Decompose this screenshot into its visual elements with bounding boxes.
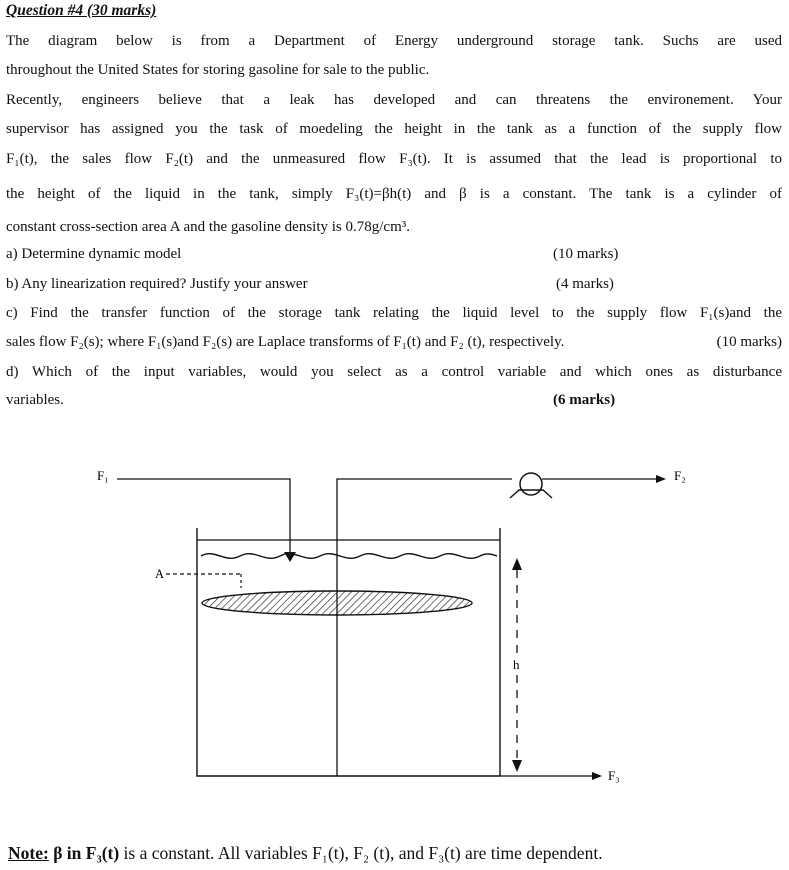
f2-arrow	[656, 475, 666, 483]
text-line: F₁(t), the sales flow F₂(t) and the unmeasured flow F₃(t). It is assumed that the lead is proportional to	[6, 151, 782, 167]
part-d-line1: d) Which of the input variables, would you select as a control variable and which ones as disturbance	[6, 364, 782, 380]
outlet-pipe	[337, 479, 512, 776]
liquid-surface	[201, 554, 497, 559]
part-b-marks: (4 marks)	[556, 276, 614, 292]
part-b-text: b) Any linearization required? Justify your answer	[6, 276, 308, 292]
part-d-marks: (6 marks)	[553, 392, 616, 408]
label-f3: F₃	[608, 768, 620, 783]
question-title: Question #4 (30 marks)	[6, 2, 157, 19]
label-a: A	[155, 567, 165, 581]
part-a-marks: (10 marks)	[553, 246, 619, 262]
part-c-line1: c) Find the transfer function of the storage tank relating the liquid level to the supply flow F₁(s)and the	[6, 305, 782, 321]
label-f1: F₁	[97, 468, 109, 483]
tank-diagram	[0, 448, 789, 838]
label-f2: F₂	[674, 468, 686, 483]
text-line: The diagram below is from a Department of Energy underground storage tank. Suchs are used	[6, 33, 782, 49]
h-arrow-down	[512, 760, 522, 772]
h-arrow-up	[512, 558, 522, 570]
part-c-marks: (10 marks)	[716, 334, 782, 350]
text-line: Recently, engineers believe that a leak has developed and can threatens the environement. Your	[6, 92, 782, 108]
part-c-line2-row	[6, 334, 782, 351]
part-c-line2: sales flow F₂(s); where F₁(s)and F₂(s) are Laplace transforms of F₁(t) and F₂ (t), respectively.	[6, 334, 565, 350]
note-label: Note:	[8, 843, 49, 863]
cross-section-ellipse	[202, 591, 472, 615]
note-text: is a constant. All variables F₁(t), F₂ (t), and F₃(t) are time dependent.	[119, 843, 603, 863]
tank-wall	[197, 528, 500, 776]
note	[8, 843, 603, 864]
supply-pipe	[117, 479, 290, 552]
label-h: h	[513, 657, 520, 672]
text-line: the height of the liquid in the tank, simply F₃(t)=βh(t) and β is a constant. The tank is a cylinder of	[6, 186, 782, 202]
text-line: supervisor has assigned you the task of moedeling the height in the tank as a function of the supply flow	[6, 121, 782, 137]
pump-icon	[520, 473, 542, 495]
text-line: throughout the United States for storing gasoline for sale to the public.	[6, 62, 430, 78]
note-beta: β in F₃(t)	[53, 843, 120, 863]
text-line: constant cross-section area A and the gasoline density is 0.78g/cm³.	[6, 219, 410, 235]
f3-arrow	[592, 772, 602, 780]
part-a-text: a) Determine dynamic model	[6, 246, 182, 262]
part-d-line2: variables.	[6, 392, 64, 408]
